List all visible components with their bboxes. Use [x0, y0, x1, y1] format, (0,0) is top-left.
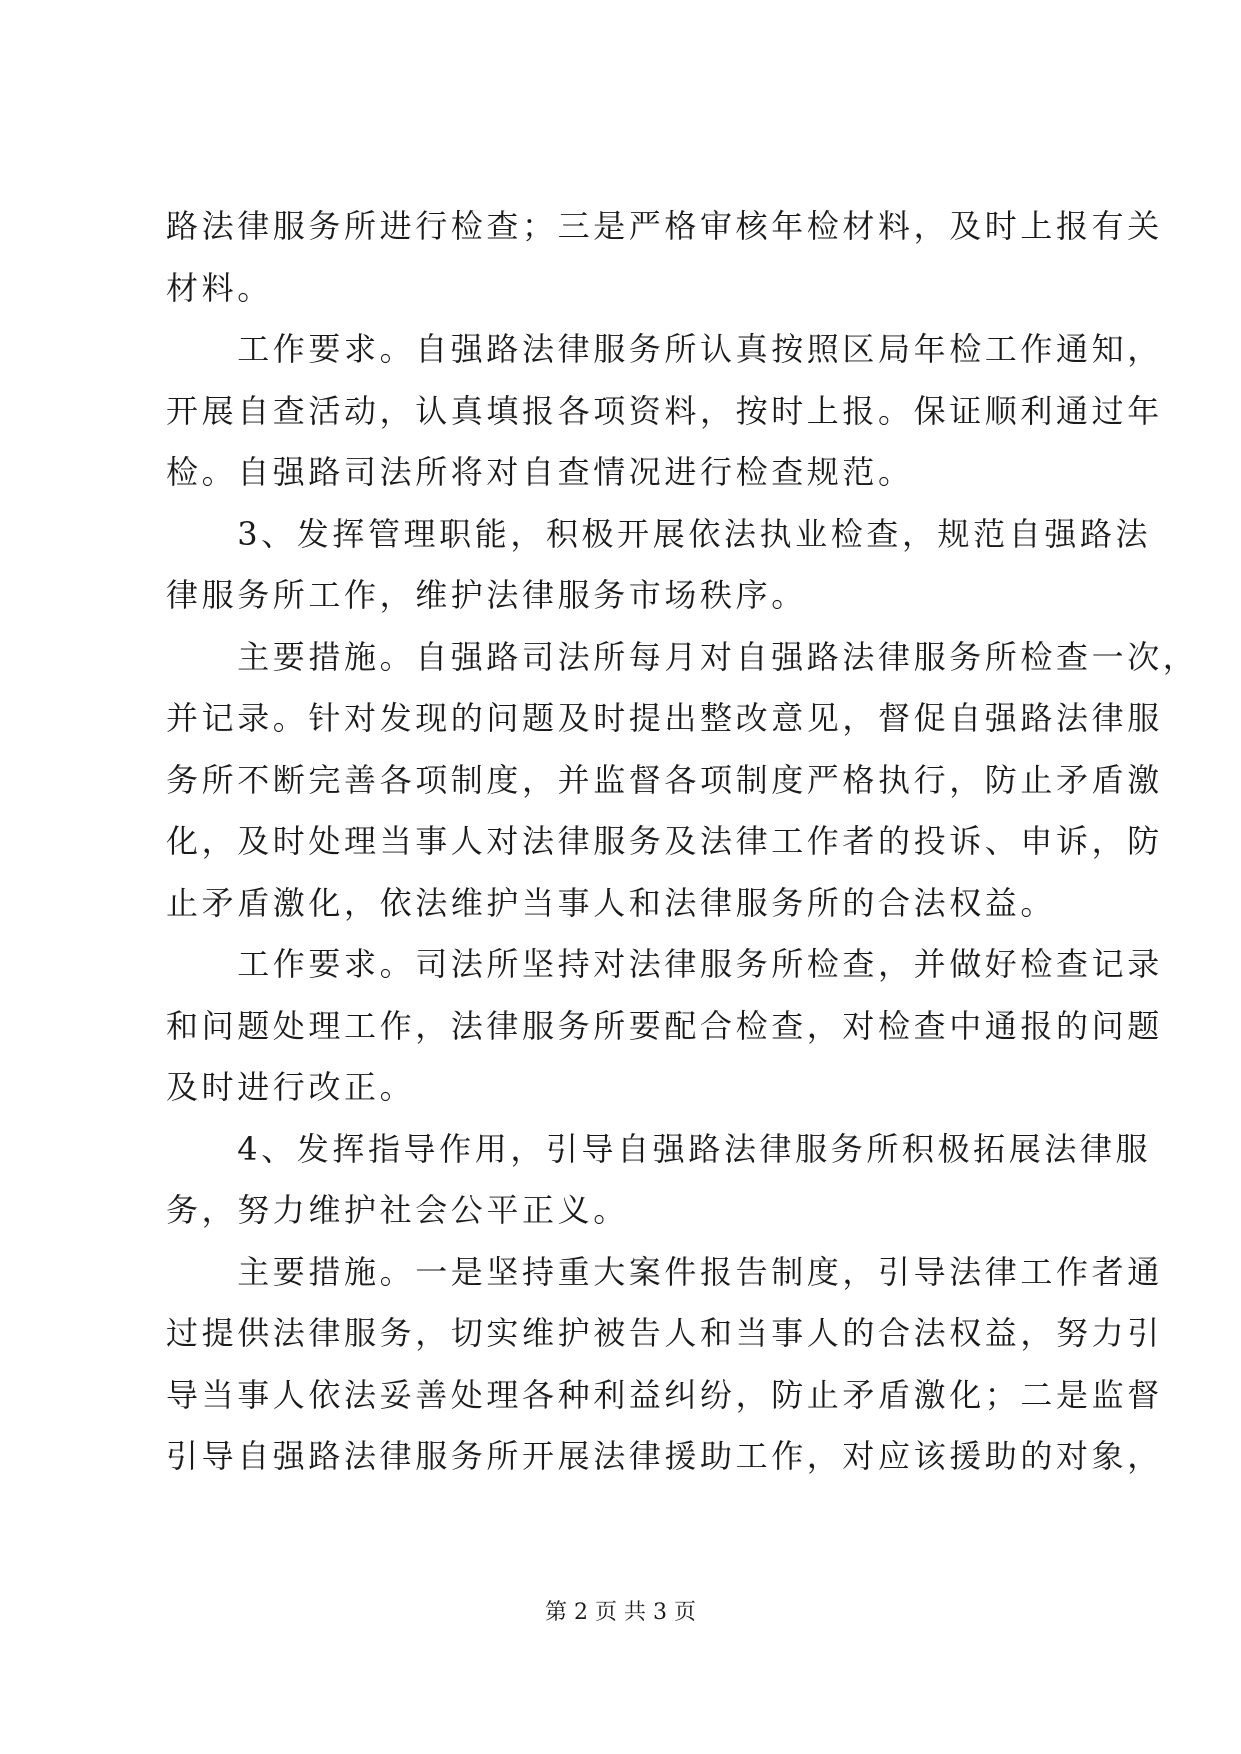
document-body	[166, 196, 1199, 1488]
text-line: 务所不断完善各项制度，并监督各项制度严格执行，防止矛盾激	[166, 760, 1163, 799]
text-line: 及时进行改正。	[166, 1068, 416, 1106]
text-line: 律服务所工作，维护法律服务市场秩序。	[166, 576, 807, 614]
text-line: 引导自强路法律服务所开展法律援助工作，对应该援助的对象，	[166, 1437, 1163, 1475]
page-number-label: 第 2 页 共 3 页	[545, 1600, 696, 1625]
text-line: 止矛盾激化，依法维护当事人和法律服务所的合法权益。	[166, 883, 1057, 922]
text-line: 导当事人依法妥善处理各种利益纠纷，防止矛盾激化；二是监督	[166, 1375, 1163, 1414]
text-line: 工作要求。司法所坚持对法律服务所检查，并做好检查记录	[166, 945, 1163, 983]
text-line: 4、发挥指导作用，引导自强路法律服务所积极拓展法律服	[166, 1129, 1152, 1168]
text-line: 检。自强路司法所将对自查情况进行检查规范。	[166, 453, 914, 491]
text-line: 主要措施。一是坚持重大案件报告制度，引导法律工作者通	[166, 1252, 1163, 1291]
text-line: 并记录。针对发现的问题及时提出整改意见，督促自强路法律服	[166, 699, 1163, 737]
text-line: 过提供法律服务，切实维护被告人和当事人的合法权益，努力引	[166, 1314, 1163, 1352]
text-line: 主要措施。自强路司法所每月对自强路法律服务所检查一次，	[166, 637, 1199, 676]
text-line: 3、发挥管理职能，积极开展依法执业检查，规范自强路法	[166, 514, 1152, 553]
page-footer	[0, 1598, 1241, 1628]
text-line: 务，努力维护社会公平正义。	[166, 1191, 629, 1229]
text-line: 和问题处理工作，法律服务所要配合检查，对检查中通报的问题	[166, 1006, 1163, 1045]
text-line: 化，及时处理当事人对法律服务及法律工作者的投诉、申诉，防	[166, 822, 1163, 860]
text-line: 材料。	[166, 268, 273, 307]
text-line: 工作要求。自强路法律服务所认真按照区局年检工作通知，	[166, 330, 1163, 368]
text-line: 开展自查活动，认真填报各项资料，按时上报。保证顺利通过年	[166, 391, 1163, 430]
text-line: 路法律服务所进行检查；三是严格审核年检材料，及时上报有关	[166, 207, 1163, 245]
